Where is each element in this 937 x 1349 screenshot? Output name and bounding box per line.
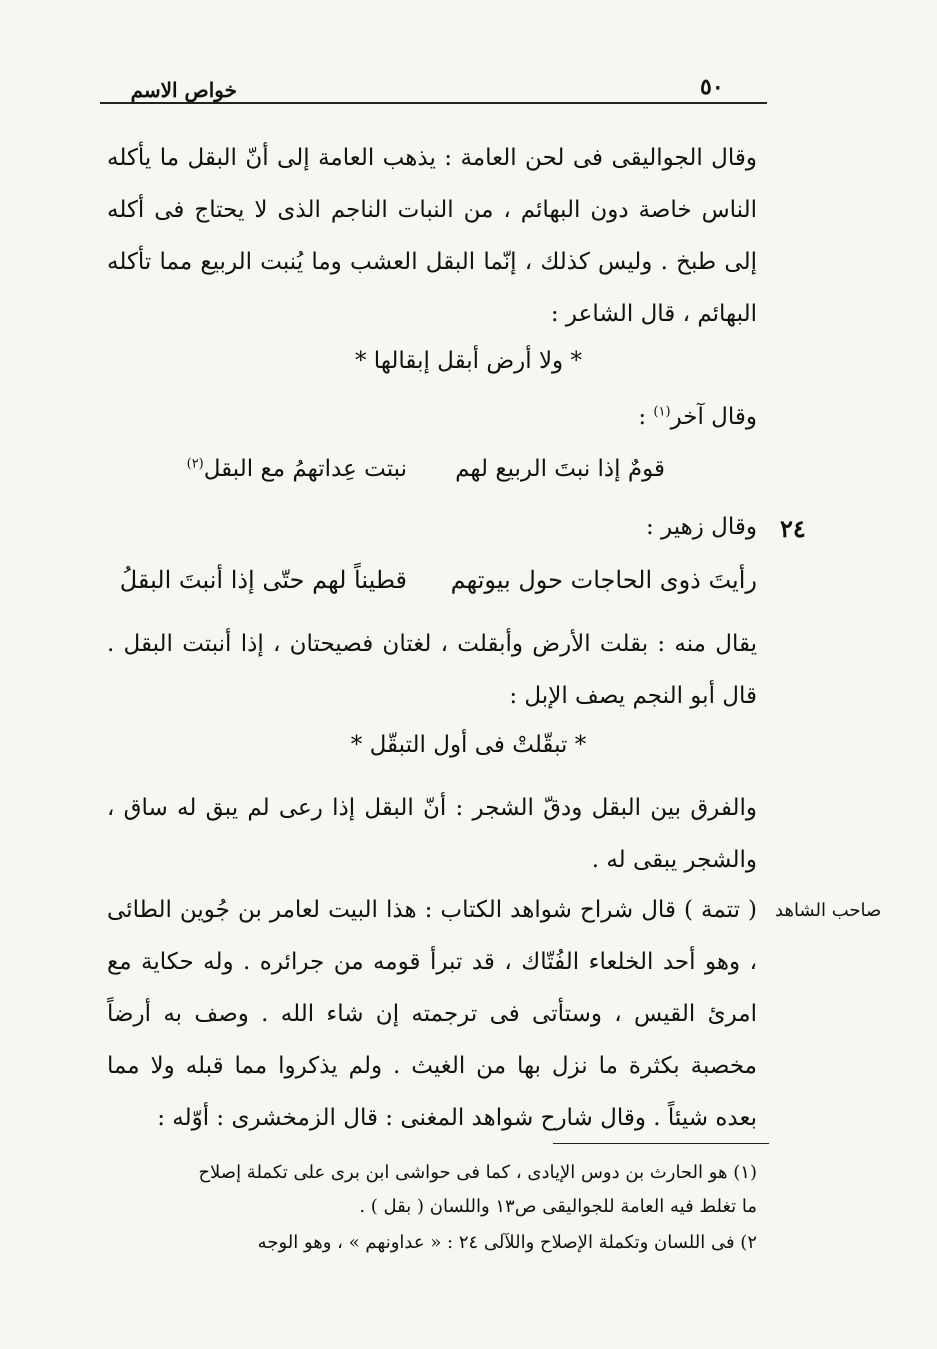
verse-2-hemistich-1: قومٌ إذا نبتَ الربيع لهم <box>455 456 665 482</box>
verse-line-4: * تبقّلتْ فى أول التبقّل * <box>350 732 587 758</box>
paragraph-difference: والفرق بين البقل ودقّ الشجر : أنّ البقل إذا رعى لم يبق له ساق ، والشجر يبقى له . <box>107 795 757 873</box>
running-header-title: خواص الاسم <box>130 78 237 102</box>
margin-note-shahid: صاحب الشاهد <box>775 900 882 921</box>
verse-3-hemistich-1: رأيتَ ذوى الحاجات حول بيوتهم <box>450 566 757 594</box>
paragraph-tatimma: ( تتمة ) قال شراح شواهد الكتاب : هذا البيت لعامر بن جُوين الطائى ، وهو أحد الخلعاء الفُتّاك ، قد تبرأ قومه من جرائره . وله حكاية مع امرئ القيس ، وستأتى فى ترجمته إن شاء الله . وصف به أرضاً مخصبة بكثرة ما نزل بها من الغيث . ولم يذكروا مما قبله ولا مما بعده شيئاً . وقال شارح شواهد المغنى : قال الزمخشرى : أوّله : <box>107 897 757 1131</box>
verse-2-hemistich-2 <box>187 456 407 482</box>
said-zuhair-line: وقال زهير : <box>645 514 757 540</box>
said-other-text: وقال آخر <box>670 404 757 430</box>
verse-2-hemistich-2-text: نبتت عِداتهمُ مع البقل <box>203 456 407 482</box>
page-number: ٥٠ <box>700 74 724 100</box>
footnote-2: ٢) فى اللسان وتكملة الإصلاح واللآلى ٢٤ : « عداونهم » ، وهو الوجه <box>257 1232 757 1253</box>
footnote-1-line-1: (١) هو الحارث بن دوس الإيادى ، كما فى حواشى ابن برى على تكملة إصلاح <box>198 1162 757 1183</box>
footnote-1-line-2: ما تغلط فيه العامة للجواليقى ص١٣ واللسان ( بقل ) . <box>359 1196 757 1217</box>
verse-line-1: * ولا أرض أبقل إبقالها * <box>355 348 582 374</box>
said-other-line: وقال آخر$^{(١)}$ : <box>638 404 757 430</box>
margin-number: ٢٤ <box>780 514 806 543</box>
verse-3-hemistich-2: قطيناً لهم حتّى إذا أنبتَ البقلُ <box>119 566 407 594</box>
paragraph-baqalat: يقال منه : بقلت الأرض وأبقلت ، لغتان فصيحتان ، إذا أنبتت البقل . قال أبو النجم يصف الإبل : <box>107 631 757 709</box>
header-rule <box>100 102 767 104</box>
footnote-ref-2: (٢) <box>186 456 204 472</box>
footnote-ref-1: (١) <box>653 404 671 420</box>
paragraph-jawaliqi: وقال الجواليقى فى لحن العامة : يذهب العامة إلى أنّ البقل ما يأكله الناس خاصة دون البهائم ، من النبات الناجم الذى لا يحتاج فى أكله إلى طبخ . وليس كذلك ، إنّما البقل العشب وما يُنبت الربيع مما تأكله البهائم ، قال الشاعر : <box>107 145 757 327</box>
footnote-rule <box>553 1143 769 1144</box>
